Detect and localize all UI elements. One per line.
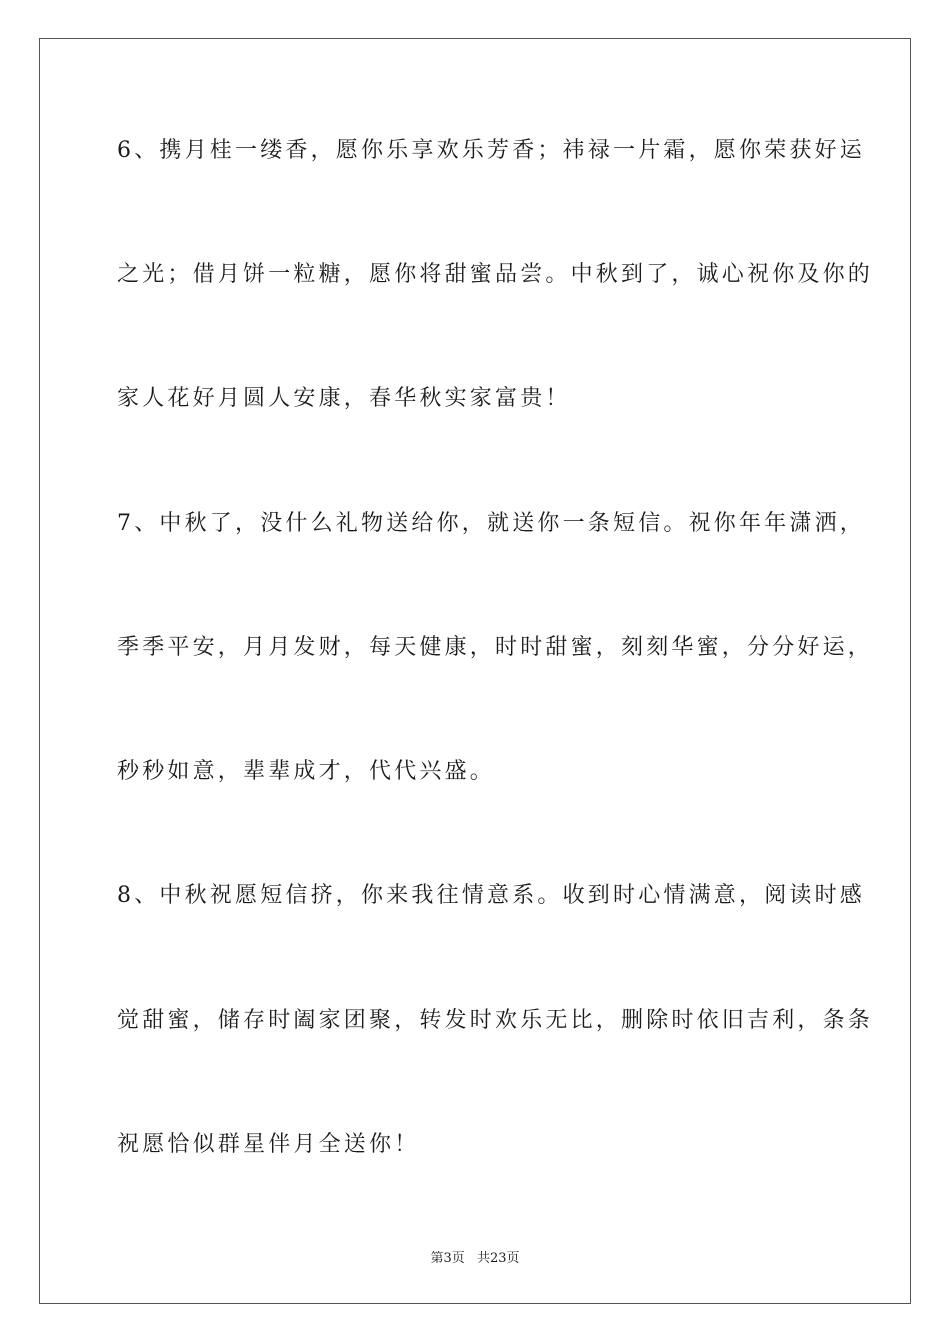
paragraph-7-line-2: 季季平安，月月发财，每天健康，时时甜蜜，刻刻华蜜，分分好运， xyxy=(117,635,874,660)
paragraph-6-line-3: 家人花好月圆人安康，春华秋实家富贵！ xyxy=(117,386,571,411)
paragraph-6-line-2: 之光；借月饼一粒糖，愿你将甜蜜品尝。中秋到了，诚心祝你及你的 xyxy=(117,262,874,287)
paragraph-8-line-1: 8、中秋祝愿短信挤，你来我往情意系。收到时心情满意，阅读时感 xyxy=(117,883,865,908)
paragraph-8-line-3: 祝愿恰似群星伴月全送你！ xyxy=(117,1132,420,1157)
current-page-number: 第3页 xyxy=(430,1251,465,1266)
page-footer xyxy=(0,1247,950,1266)
total-page-count: 共23页 xyxy=(476,1251,520,1266)
paragraph-6-line-1: 6、携月桂一缕香，愿你乐享欢乐芳香；祎禄一片霜，愿你荣获好运 xyxy=(117,138,865,163)
paragraph-7-line-3: 秒秒如意，辈辈成才，代代兴盛。 xyxy=(117,759,496,784)
paragraph-8-line-2: 觉甜蜜，储存时阖家团聚，转发时欢乐无比，删除时依旧吉利，条条 xyxy=(117,1008,874,1033)
paragraph-7-line-1: 7、中秋了，没什么礼物送给你，就送你一条短信。祝你年年潇洒， xyxy=(117,511,865,536)
page-border xyxy=(39,38,911,1304)
